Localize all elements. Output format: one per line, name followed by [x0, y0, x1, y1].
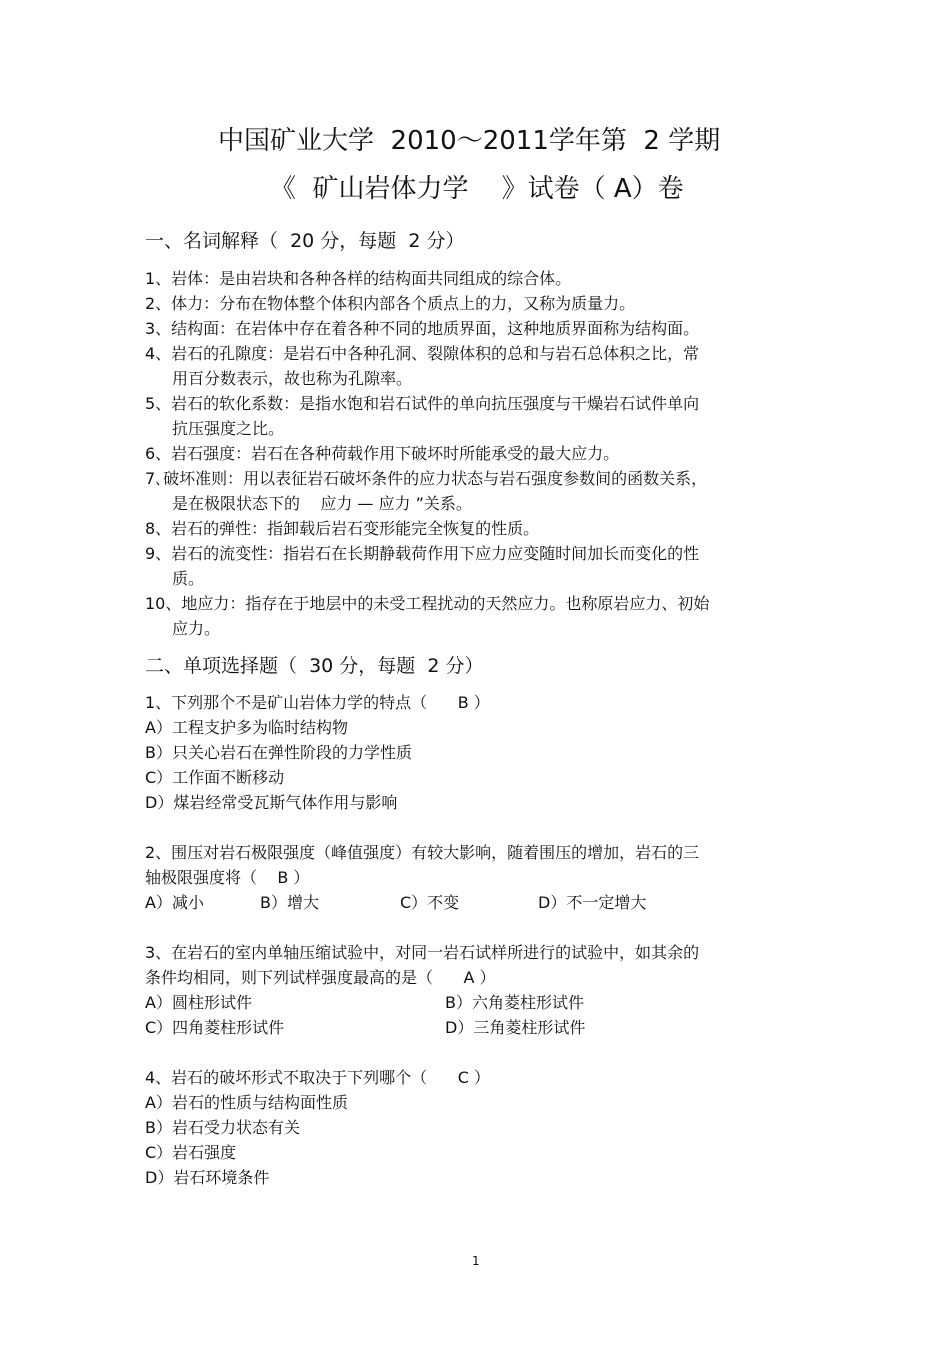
- question-2-option: D）不一定增大: [538, 893, 647, 912]
- term-line: 9、岩石的流变性：指岩石在长期静载荷作用下应力应变随时间加长而变化的性: [145, 544, 700, 563]
- exam-title-line-1: 中国矿业大学 2010～2011学年第 2 学期: [218, 126, 721, 156]
- term-line: 抗压强度之比。: [172, 419, 285, 438]
- term-line: 6、岩石强度：岩石在各种荷载作用下破坏时所能承受的最大应力。: [145, 444, 620, 463]
- term-line: 用百分数表示，故也称为孔隙率。: [172, 369, 413, 388]
- question-4-option: C）岩石强度: [145, 1143, 237, 1162]
- page-number: 1: [472, 1254, 480, 1268]
- question-3-option: D）三角菱柱形试件: [445, 1018, 586, 1037]
- question-1-stem: 1、下列那个不是矿山岩体力学的特点（ B ）: [145, 693, 490, 712]
- question-1-option: B）只关心岩石在弹性阶段的力学性质: [145, 743, 412, 762]
- question-4-option: B）岩石受力状态有关: [145, 1118, 300, 1137]
- question-1-option: C）工作面不断移动: [145, 768, 285, 787]
- question-3-option: C）四角菱柱形试件: [145, 1018, 285, 1037]
- question-2-stem: 2、围压对岩石极限强度（峰值强度）有较大影响，随着围压的增加，岩石的三: [145, 843, 700, 862]
- term-line: 10、地应力：指存在于地层中的未受工程扰动的天然应力。也称原岩应力、初始: [145, 594, 710, 613]
- term-line: 4、岩石的孔隙度：是岩石中各种孔洞、裂隙体积的总和与岩石总体积之比，常: [145, 344, 700, 363]
- term-line: 应力。: [172, 619, 221, 638]
- question-3-stem: 3、在岩石的室内单轴压缩试验中，对同一岩石试样所进行的试验中，如其余的: [145, 943, 700, 962]
- question-3-option: A）圆柱形试件: [145, 993, 252, 1012]
- term-line: 5、岩石的软化系数：是指水饱和岩石试件的单向抗压强度与干燥岩石试件单向: [145, 394, 700, 413]
- term-line: 7､破坏准则：用以表征岩石破坏条件的应力状态与岩石强度参数间的函数关系，: [145, 469, 708, 488]
- exam-title-line-2: 《 矿山岩体力学 》试卷（ A）卷: [270, 174, 684, 204]
- question-4-stem: 4、岩石的破坏形式不取决于下列哪个（ C ）: [145, 1068, 490, 1087]
- question-2-option: A）减小: [145, 893, 204, 912]
- question-4-option: D）岩石环境条件: [145, 1168, 270, 1187]
- term-line: 2、体力：分布在物体整个体积内部各个质点上的力，又称为质量力。: [145, 294, 636, 313]
- question-3-option: B）六角菱柱形试件: [445, 993, 584, 1012]
- term-line: 质。: [172, 569, 205, 588]
- question-1-option: D）煤岩经常受瓦斯气体作用与影响: [145, 793, 398, 812]
- term-line: 1、岩体：是由岩块和各种各样的结构面共同组成的综合体。: [145, 269, 572, 288]
- question-3-stem: 条件均相同，则下列试样强度最高的是（ A ）: [145, 968, 496, 987]
- term-line: 3、结构面：在岩体中存在着各种不同的地质界面，这种地质界面称为结构面。: [145, 319, 700, 338]
- question-2-option: C）不变: [400, 893, 460, 912]
- term-line: 8、岩石的弹性：指卸载后岩石变形能完全恢复的性质。: [145, 519, 540, 538]
- term-line: 是在极限状态下的 应力 — 应力 ”关系。: [172, 494, 472, 513]
- question-1-option: A）工程支护多为临时结构物: [145, 718, 348, 737]
- question-2-option: B）增大: [260, 893, 319, 912]
- section-2-heading: 二、单项选择题（ 30 分，每题 2 分）: [145, 655, 484, 677]
- section-1-heading: 一、名词解释（ 20 分，每题 2 分）: [145, 230, 465, 252]
- question-4-option: A）岩石的性质与结构面性质: [145, 1093, 348, 1112]
- question-2-stem: 轴极限强度将（ B ）: [145, 868, 310, 887]
